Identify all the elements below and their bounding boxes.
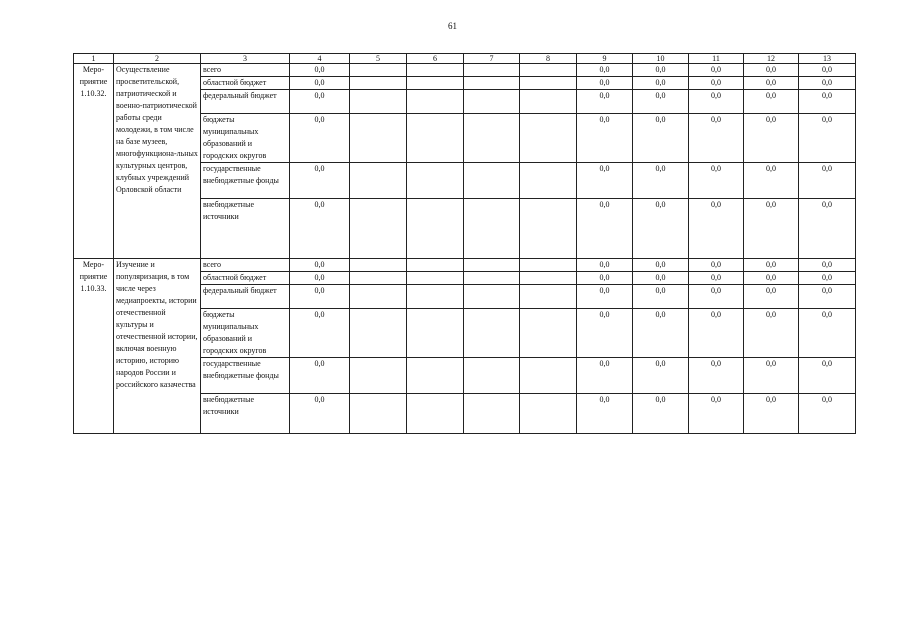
funding-source: областной бюджет [201,272,290,285]
value-cell-col-12: 0,0 [744,309,799,358]
funding-source: внебюджетные источники [201,394,290,434]
value-cell-col-13: 0,0 [799,358,856,394]
value-cell-col-11: 0,0 [689,199,744,259]
value-cell-col-6 [407,259,464,272]
value-cell-col-7 [464,199,520,259]
value-cell-col-5 [350,394,407,434]
value-cell-col-11: 0,0 [689,259,744,272]
value-cell-col-6 [407,90,464,114]
value-cell-col-9: 0,0 [577,259,633,272]
value-cell-col-6 [407,309,464,358]
value-cell-col-13: 0,0 [799,90,856,114]
value-cell-col-6 [407,64,464,77]
value-cell-col-5 [350,309,407,358]
column-header-3: 3 [201,54,290,64]
value-cell-col-7 [464,259,520,272]
value-cell-col-6 [407,285,464,309]
value-cell-col-11: 0,0 [689,163,744,199]
table-row [74,64,856,77]
value-cell-col-7 [464,77,520,90]
value-cell-col-9: 0,0 [577,272,633,285]
funding-source: всего [201,259,290,272]
value-cell-col-9: 0,0 [577,114,633,163]
column-header-7: 7 [464,54,520,64]
value-cell-col-5 [350,90,407,114]
value-cell-col-13: 0,0 [799,64,856,77]
value-cell-col-4: 0,0 [290,114,350,163]
value-cell-col-7 [464,394,520,434]
value-cell-col-8 [520,309,577,358]
value-cell-col-11: 0,0 [689,394,744,434]
value-cell-col-12: 0,0 [744,77,799,90]
value-cell-col-4: 0,0 [290,199,350,259]
table-row [74,259,856,272]
value-cell-col-7 [464,285,520,309]
measure-description: Осуществление просветительской, патриотической и военно-патриотической работы среди молодежи, в том числе на базе музеев, многофункциона-льных культурных центров, клубных учреждений Орловской области [114,64,201,259]
value-cell-col-8 [520,77,577,90]
value-cell-col-5 [350,77,407,90]
value-cell-col-8 [520,259,577,272]
value-cell-col-10: 0,0 [633,77,689,90]
funding-source: бюджеты муниципальных образований и городских округов [201,309,290,358]
funding-source: внебюджетные источники [201,199,290,259]
value-cell-col-12: 0,0 [744,285,799,309]
column-header-1: 1 [74,54,114,64]
value-cell-col-10: 0,0 [633,163,689,199]
value-cell-col-11: 0,0 [689,309,744,358]
funding-source: государственные внебюджетные фонды [201,358,290,394]
value-cell-col-9: 0,0 [577,309,633,358]
value-cell-col-4: 0,0 [290,394,350,434]
value-cell-col-10: 0,0 [633,90,689,114]
value-cell-col-10: 0,0 [633,394,689,434]
value-cell-col-10: 0,0 [633,285,689,309]
value-cell-col-12: 0,0 [744,64,799,77]
column-header-2: 2 [114,54,201,64]
value-cell-col-10: 0,0 [633,272,689,285]
value-cell-col-8 [520,163,577,199]
column-header-6: 6 [407,54,464,64]
column-header-8: 8 [520,54,577,64]
value-cell-col-11: 0,0 [689,90,744,114]
value-cell-col-7 [464,309,520,358]
value-cell-col-12: 0,0 [744,259,799,272]
value-cell-col-6 [407,358,464,394]
value-cell-col-13: 0,0 [799,77,856,90]
column-header-13: 13 [799,54,856,64]
value-cell-col-13: 0,0 [799,272,856,285]
value-cell-col-11: 0,0 [689,64,744,77]
value-cell-col-4: 0,0 [290,90,350,114]
value-cell-col-13: 0,0 [799,285,856,309]
value-cell-col-12: 0,0 [744,394,799,434]
measure-code: Меро-приятие 1.10.32. [74,64,114,259]
value-cell-col-7 [464,114,520,163]
value-cell-col-4: 0,0 [290,163,350,199]
funding-table [73,53,856,434]
value-cell-col-5 [350,272,407,285]
value-cell-col-4: 0,0 [290,259,350,272]
measure-description: Изучение и популяризация, в том числе через медиапроекты, истории отечественной культуры и отечественной истории, включая военную историю, историю народов России и российского казачества [114,259,201,434]
value-cell-col-8 [520,358,577,394]
value-cell-col-11: 0,0 [689,272,744,285]
value-cell-col-4: 0,0 [290,309,350,358]
value-cell-col-10: 0,0 [633,199,689,259]
value-cell-col-10: 0,0 [633,358,689,394]
value-cell-col-5 [350,163,407,199]
value-cell-col-13: 0,0 [799,309,856,358]
value-cell-col-4: 0,0 [290,285,350,309]
value-cell-col-5 [350,285,407,309]
value-cell-col-10: 0,0 [633,309,689,358]
value-cell-col-6 [407,199,464,259]
value-cell-col-4: 0,0 [290,272,350,285]
value-cell-col-12: 0,0 [744,90,799,114]
value-cell-col-7 [464,163,520,199]
value-cell-col-5 [350,64,407,77]
value-cell-col-12: 0,0 [744,358,799,394]
value-cell-col-11: 0,0 [689,285,744,309]
value-cell-col-9: 0,0 [577,163,633,199]
value-cell-col-13: 0,0 [799,114,856,163]
value-cell-col-12: 0,0 [744,272,799,285]
value-cell-col-5 [350,114,407,163]
column-header-12: 12 [744,54,799,64]
column-header-11: 11 [689,54,744,64]
header-row [74,54,856,64]
value-cell-col-6 [407,163,464,199]
value-cell-col-10: 0,0 [633,114,689,163]
value-cell-col-7 [464,272,520,285]
value-cell-col-8 [520,394,577,434]
value-cell-col-8 [520,114,577,163]
value-cell-col-7 [464,64,520,77]
value-cell-col-13: 0,0 [799,394,856,434]
value-cell-col-4: 0,0 [290,358,350,394]
value-cell-col-7 [464,90,520,114]
value-cell-col-13: 0,0 [799,163,856,199]
page-number: 61 [448,21,457,31]
value-cell-col-11: 0,0 [689,114,744,163]
value-cell-col-11: 0,0 [689,358,744,394]
column-header-9: 9 [577,54,633,64]
value-cell-col-12: 0,0 [744,114,799,163]
value-cell-col-6 [407,77,464,90]
funding-source: федеральный бюджет [201,90,290,114]
value-cell-col-5 [350,199,407,259]
funding-source: областной бюджет [201,77,290,90]
value-cell-col-9: 0,0 [577,77,633,90]
value-cell-col-9: 0,0 [577,394,633,434]
value-cell-col-8 [520,64,577,77]
value-cell-col-7 [464,358,520,394]
value-cell-col-4: 0,0 [290,64,350,77]
table-body [74,64,856,434]
column-header-5: 5 [350,54,407,64]
measure-code: Меро-приятие 1.10.33. [74,259,114,434]
value-cell-col-5 [350,358,407,394]
value-cell-col-9: 0,0 [577,358,633,394]
value-cell-col-9: 0,0 [577,199,633,259]
value-cell-col-10: 0,0 [633,259,689,272]
value-cell-col-8 [520,272,577,285]
value-cell-col-8 [520,199,577,259]
value-cell-col-8 [520,90,577,114]
value-cell-col-13: 0,0 [799,199,856,259]
funding-source: всего [201,64,290,77]
value-cell-col-6 [407,114,464,163]
value-cell-col-11: 0,0 [689,77,744,90]
value-cell-col-10: 0,0 [633,64,689,77]
value-cell-col-6 [407,394,464,434]
value-cell-col-6 [407,272,464,285]
column-header-10: 10 [633,54,689,64]
funding-source: бюджеты муниципальных образований и городских округов [201,114,290,163]
value-cell-col-12: 0,0 [744,163,799,199]
funding-source: федеральный бюджет [201,285,290,309]
value-cell-col-4: 0,0 [290,77,350,90]
column-header-4: 4 [290,54,350,64]
value-cell-col-5 [350,259,407,272]
funding-source: государственные внебюджетные фонды [201,163,290,199]
value-cell-col-9: 0,0 [577,90,633,114]
value-cell-col-12: 0,0 [744,199,799,259]
value-cell-col-8 [520,285,577,309]
value-cell-col-9: 0,0 [577,64,633,77]
value-cell-col-13: 0,0 [799,259,856,272]
value-cell-col-9: 0,0 [577,285,633,309]
